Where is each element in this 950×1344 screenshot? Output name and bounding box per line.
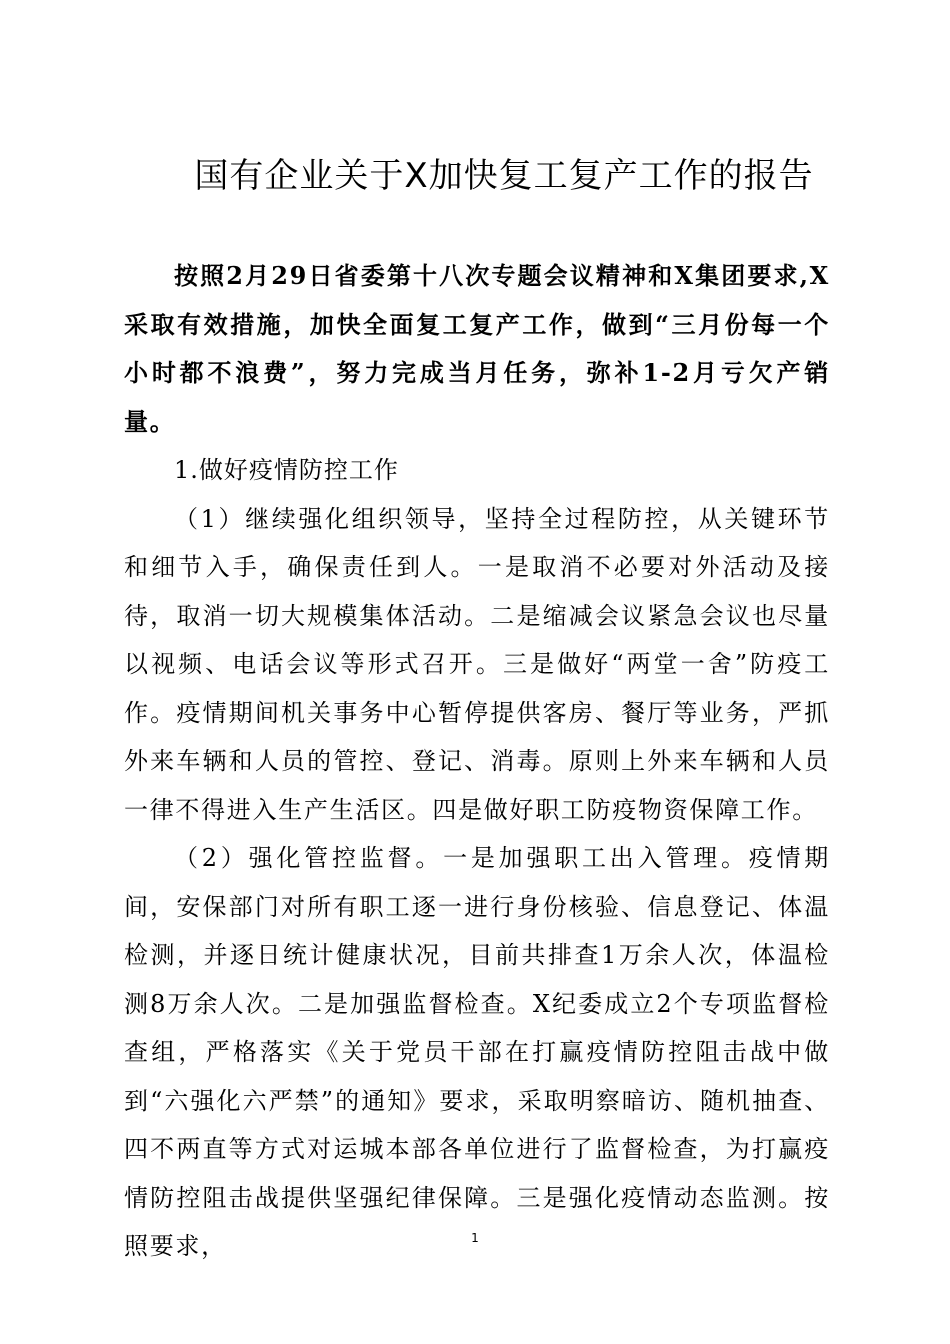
document-title: 国有企业关于X加快复工复产工作的报告 [194, 156, 814, 196]
body-paragraph-2: （2）强化管控监督。一是加强职工出入管理。疫情期间，安保部门对所有职工逐一进行身份核验、信息登记、体温检测，并逐日统计健康状况，目前共排查1万余人次，体温检测8万余人次。二是加强监督检查。X纪委成立2个专项监督检查组，严格落实《关于党员干部在打赢疫情防控阻击战中做到“六强化六严禁”的通知》要求，采取明察暗访、随机抽查、四不两直等方式对运城本部各单位进行了监督检查，为打赢疫情防控阻击战提供坚强纪律保障。三是强化疫情动态监测。按照要求， [124, 844, 830, 1260]
section-heading-1: 1.做好疫情防控工作 [174, 456, 399, 484]
body-paragraph-1: （1）继续强化组织领导，坚持全过程防控，从关键环节和细节入手，确保责任到人。一是取消不必要对外活动及接待，取消一切大规模集体活动。二是缩减会议紧急会议也尽量以视频、电话会议等形式召开。三是做好“两堂一舍”防疫工作。疫情期间机关事务中心暂停提供客房、餐厅等业务，严抓外来车辆和人员的管控、登记、消毒。原则上外来车辆和人员一律不得进入生产生活区。四是做好职工防疫物资保障工作。 [124, 504, 830, 824]
document-body [124, 252, 830, 1271]
page-number: 1 [471, 1231, 479, 1245]
intro-paragraph: 按照2月29日省委第十八次专题会议精神和X集团要求,X采取有效措施，加快全面复工复产工作，做到“三月份每一个小时都不浪费”，努力完成当月任务，弥补1-2月亏欠产销量。 [124, 261, 830, 436]
